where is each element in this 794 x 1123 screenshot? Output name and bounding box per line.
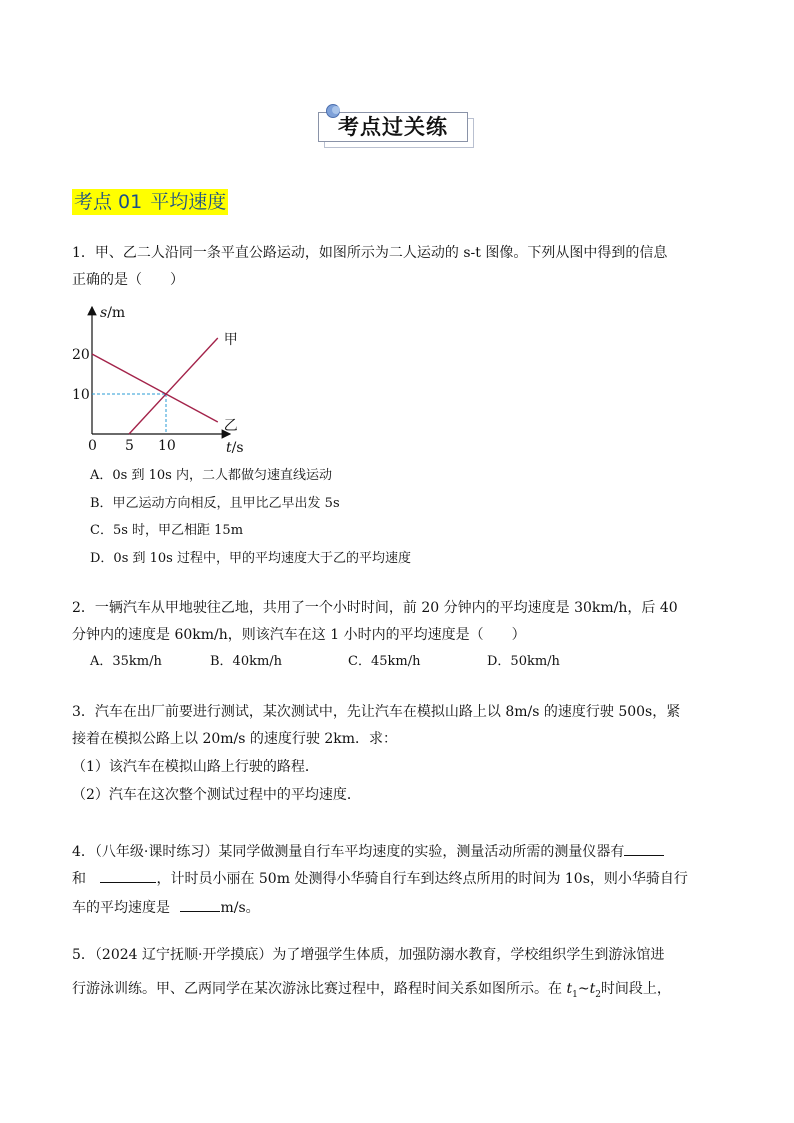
q1-stem-line2: 正确的是（ ）	[72, 272, 184, 288]
q5-t2: t	[589, 981, 596, 997]
q3-subquestion-2: （2）汽车在这次整个测试过程中的平均速度．	[72, 787, 361, 803]
q4-stem-line2	[72, 868, 688, 889]
x-axis-label: t/s	[226, 440, 244, 453]
s-t-chart	[70, 303, 260, 453]
series-line-yi	[92, 354, 218, 422]
q2-option-a[interactable]: A．35km/h	[90, 654, 162, 669]
q3-stem-line2: 接着在模拟公路上以 20m/s 的速度行驶 2km．求：	[72, 731, 398, 747]
q2-stem-line1: 2．一辆汽车从甲地驶往乙地，共用了一个小时时间，前 20 分钟内的平均速度是 30km/h，后 40	[72, 600, 678, 616]
q1-option-d[interactable]: D．0s 到 10s 过程中，甲的平均速度大于乙的平均速度	[90, 551, 411, 566]
section-title: 平均速度	[150, 191, 227, 213]
y-tick-label: 10	[72, 387, 90, 403]
q4-blank-3[interactable]	[180, 897, 220, 912]
q5-tilde: ~	[577, 981, 590, 997]
q2-stem-line2: 分钟内的速度是 60km/h，则该汽车在这 1 小时内的平均速度是（ ）	[72, 627, 526, 643]
q1-option-b[interactable]: B．甲乙运动方向相反，且甲比乙早出发 5s	[90, 496, 340, 511]
x-tick-label: 10	[158, 438, 176, 453]
banner-title: 考点过关练	[338, 115, 448, 139]
series-label-yi: 乙	[223, 418, 238, 434]
section-prefix: 考点	[74, 191, 113, 213]
q2-option-d[interactable]: D．50km/h	[487, 654, 560, 669]
q4-text-2a: 和	[72, 871, 86, 887]
section-number: 01	[118, 191, 143, 213]
q5-text-2a: 行游泳训练。甲、乙两同学在某次游泳比赛过程中，路程时间关系如图所示。在	[72, 981, 567, 997]
x-tick-label: 5	[125, 438, 134, 453]
q5-t2-subscript: 2	[595, 989, 601, 1000]
q3-stem-line1: 3．汽车在出厂前要进行测试，某次测试中，先让汽车在模拟山路上以 8m/s 的速度行驶 500s，紧	[72, 704, 681, 720]
q1-option-c[interactable]: C．5s 时，甲乙相距 15m	[90, 523, 244, 538]
q5-stem-line2	[72, 979, 671, 1005]
q3-subquestion-1: （1）该汽车在模拟山路上行驶的路程．	[72, 759, 319, 775]
q1-stem-line1: 1．甲、乙二人沿同一条平直公路运动，如图所示为二人运动的 s-t 图像。下列从图中得到的信息	[72, 245, 668, 261]
series-line-jia	[129, 338, 218, 434]
q5-t1-subscript: 1	[572, 989, 578, 1000]
q5-stem-line1: 5．（2024 辽宁抚顺·开学摸底）为了增强学生体质，加强防溺水教育，学校组织学生到游泳馆进	[72, 947, 665, 963]
q4-stem-line3	[72, 897, 260, 918]
q4-text-3a: 车的平均速度是	[72, 900, 170, 916]
y-axis-label: s/m	[100, 305, 126, 321]
q5-t1: t	[566, 981, 573, 997]
q4-text-3b: m/s。	[220, 900, 260, 916]
q2-option-c[interactable]: C．45km/h	[348, 654, 421, 669]
section-heading	[72, 189, 228, 215]
series-label-jia: 甲	[223, 332, 238, 348]
q5-text-2b: 时间段上，	[600, 981, 671, 997]
q4-text-1: 4．（八年级·课时练习）某同学做测量自行车平均速度的实验，测量活动所需的测量仪器有	[72, 844, 625, 860]
q4-stem-line1	[72, 841, 664, 862]
y-tick-label: 20	[72, 347, 90, 363]
title-banner	[318, 108, 472, 144]
q4-blank-2[interactable]	[100, 868, 156, 883]
q4-blank-1[interactable]	[624, 841, 664, 856]
origin-label: 0	[88, 438, 97, 453]
q2-option-b[interactable]: B．40km/h	[210, 654, 283, 669]
q1-option-a[interactable]: A．0s 到 10s 内，二人都做匀速直线运动	[90, 468, 332, 483]
q4-text-2b: ，计时员小丽在 50m 处测得小华骑自行车到达终点所用的时间为 10s，则小华骑自行	[156, 871, 688, 887]
